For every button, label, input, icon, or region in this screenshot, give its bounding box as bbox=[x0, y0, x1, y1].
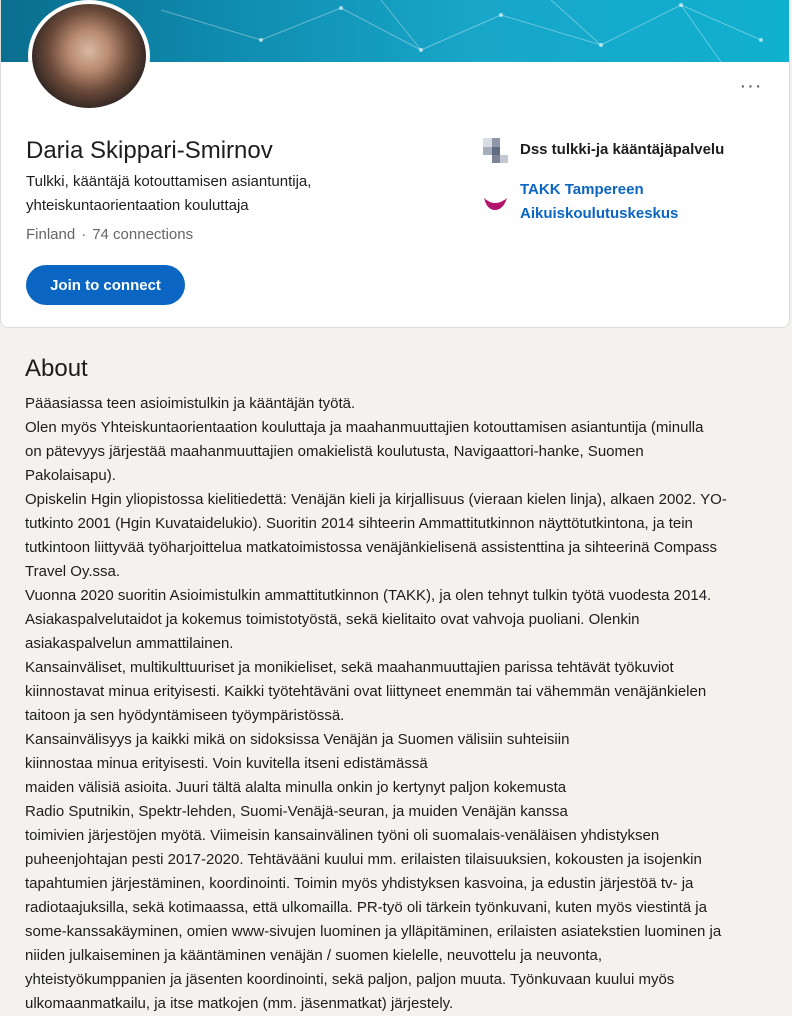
about-line: tutkintoon liittyvää työharjoittelua matkatoimistossa venäjänkielisenä assistenttina ja sihteerinä Compass bbox=[25, 539, 718, 556]
about-line: Olen myös Yhteiskuntaorientaation kouluttaja ja maahanmuuttajien kotouttamisen asiantuntija (minulla bbox=[25, 419, 704, 436]
about-line: yhteistyökumppanien ja jäsenten koordinointi, sekä paljon, paljon muuta. Työnkuvaan kuului myös bbox=[25, 971, 675, 988]
avatar[interactable] bbox=[28, 0, 150, 112]
about-line: asiakaspalvelun ammattilainen. bbox=[25, 635, 234, 652]
about-line: Kansainväliset, multikulttuuriset ja monikieliset, sekä maahanmuuttajien parissa tehtävät työkuviot bbox=[25, 659, 674, 676]
profile-meta bbox=[26, 226, 193, 243]
about-line: radiotaajuksilla, sekä kotimaassa, että ulkomailla. PR-työ oli tärkein työnkuvani, kuten myös viestintä ja bbox=[25, 899, 707, 916]
about-line: Vuonna 2020 suoritin Asioimistulkin ammattitutkinnon (TAKK), ja olen tehnyt tulkin työtä vuodesta 2014. bbox=[25, 587, 712, 604]
more-options-icon[interactable]: ··· bbox=[739, 75, 763, 97]
about-line: ulkomaanmatkailu, ja itse matkojen (mm. jäsenmatkat) järjestely. bbox=[25, 995, 454, 1012]
headline-line: yhteiskuntaorientaation kouluttaja bbox=[26, 197, 249, 214]
about-line: kiinnostavat minua erityisesti. Kaikki työtehtäväni ovat liittyneet enemmän tai vähemmän venäjänkielen bbox=[25, 683, 707, 700]
about-line: kiinnostaa minua erityisesti. Voin kuvitella itseni edistämässä bbox=[25, 755, 428, 772]
profile-headline bbox=[26, 170, 356, 218]
headline-line: Tulkki, kääntäjä kotouttamisen asiantuntija, bbox=[26, 173, 312, 190]
experience-company-name: Dss tulkki-ja kääntäjäpalvelu bbox=[520, 141, 725, 158]
separator: · bbox=[81, 226, 87, 243]
about-line: some-kanssakäyminen, omien www-sivujen luominen ja ylläpitäminen, erilaisten asiatekstien luominen ja bbox=[25, 923, 722, 940]
company-name-line: Aikuiskoulutuskeskus bbox=[520, 205, 679, 222]
about-line: toimivien järjestöjen myötä. Viimeisin kansainvälinen työni oli suomalais-venäläisen yhdistyksen bbox=[25, 827, 660, 844]
about-line: taitoon ja sen hyödyntämiseen työympäristössä. bbox=[25, 707, 345, 724]
connections-count: 74 connections bbox=[92, 226, 194, 243]
about-line: Pakolaisapu). bbox=[25, 467, 116, 484]
about-line: on pätevyys järjestää maahanmuuttajien omakielistä koulutusta, Navigaattori-hanke, Suomen bbox=[25, 443, 644, 460]
about-line: tutkinto 2001 (Hgin Kuvataidelukio). Suoritin 2014 sihteerin Ammattitutkinnon näyttötutkintona, ja tein bbox=[25, 515, 693, 532]
company-logo-icon bbox=[483, 138, 508, 163]
about-line: maiden välisiä asioita. Juuri tältä alalta minulla onkin jo kertynyt paljon kokemusta bbox=[25, 779, 567, 796]
about-line: Radio Sputnikin, Spektr-lehden, Suomi-Venäjä-seuran, ja muiden Venäjän kanssa bbox=[25, 803, 568, 820]
experience-company-name bbox=[520, 178, 678, 226]
about-line: tapahtumien järjestäminen, koordinointi. Toimin myös yhdistyksen kasvoina, ja edustin järjestöä tv- ja bbox=[25, 875, 694, 892]
location: Finland bbox=[26, 226, 76, 243]
profile-photo bbox=[32, 4, 146, 108]
profile-card bbox=[0, 0, 790, 328]
profile-name: Daria Skippari-Smirnov bbox=[26, 137, 273, 164]
about-line: Travel Oy.ssa. bbox=[25, 563, 121, 580]
about-heading: About bbox=[25, 355, 88, 382]
about-line: Opiskelin Hgin yliopistossa kielitiedettä: Venäjän kieli ja kirjallisuus (vieraan kielen linja), alkaen 2002. YO- bbox=[25, 491, 727, 508]
about-line: Kansainvälisyys ja kaikki mikä on sidoksissa Venäjän ja Suomen välisiin suhteisiin bbox=[25, 731, 570, 748]
about-line: Asiakaspalvelutaidot ja kokemus toimistotyöstä, sekä kielitaito ovat vahvoja puoliani. Olenkin bbox=[25, 611, 640, 628]
company-name-line: TAKK Tampereen bbox=[520, 181, 644, 198]
about-text bbox=[25, 392, 770, 1016]
about-line: puheenjohtajan pesti 2017-2020. Tehtävääni kuului mm. erilaisten tilaisuuksien, kokousten ja isojenkin bbox=[25, 851, 702, 868]
about-line: niiden julkaiseminen ja kääntäminen venäjän / suomen kielelle, neuvottelu ja neuvonta, bbox=[25, 947, 603, 964]
about-line: Pääasiassa teen asioimistulkin ja kääntäjän työtä. bbox=[25, 395, 356, 412]
takk-logo-icon bbox=[483, 190, 508, 215]
join-to-connect-button[interactable]: Join to connect bbox=[26, 265, 185, 305]
